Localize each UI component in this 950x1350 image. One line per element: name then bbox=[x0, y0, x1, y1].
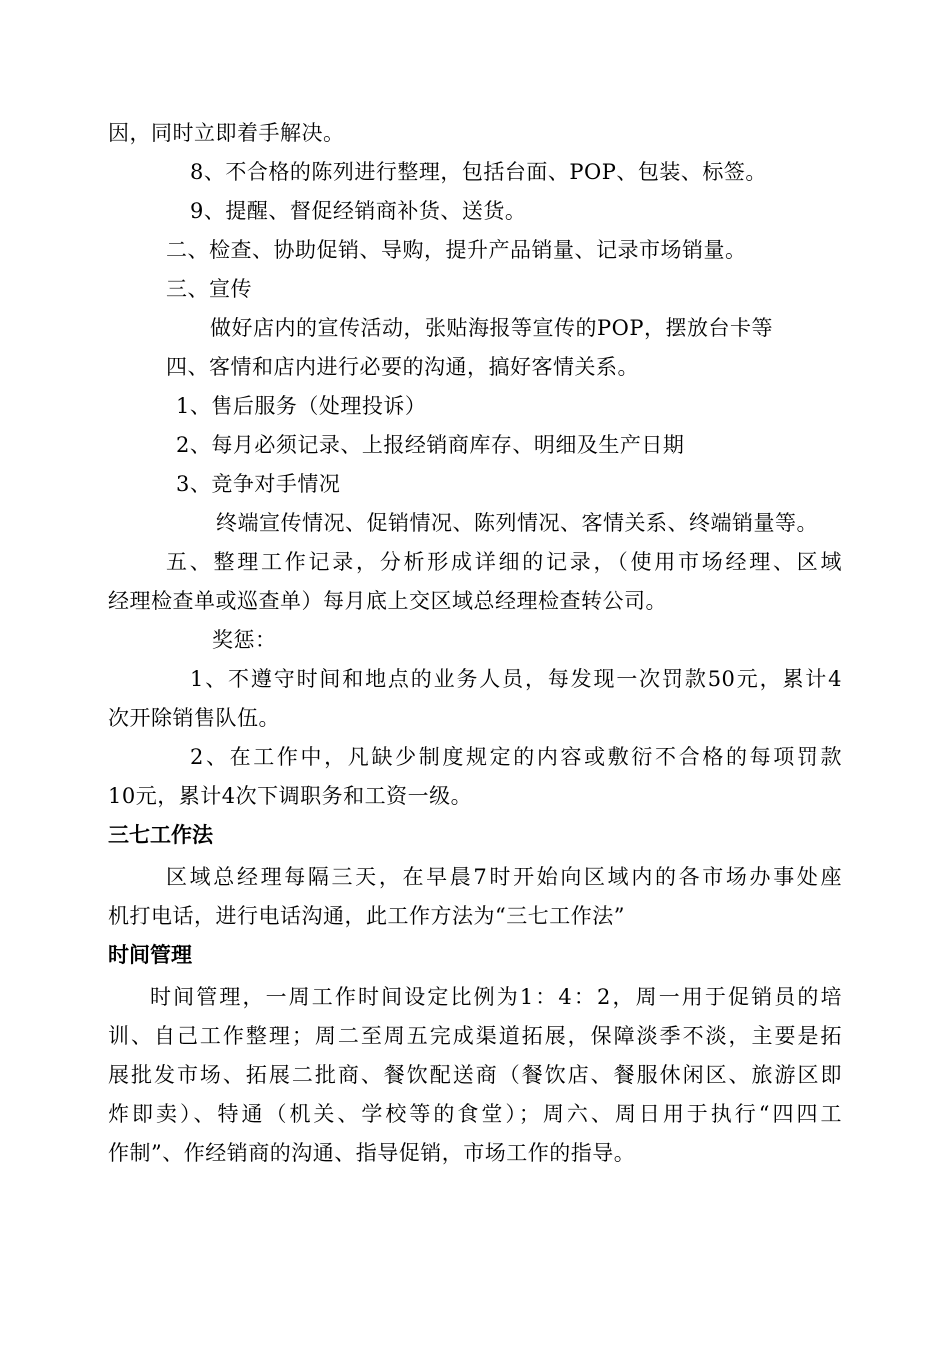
sub-item-3: 3、竞争对手情况 bbox=[176, 472, 341, 496]
sub-item-2: 2、每月必须记录、上报经销商库存、明细及生产日期 bbox=[176, 433, 685, 457]
section-item-3: 三、宣传 bbox=[166, 277, 252, 301]
paragraph-line: 区域总经理每隔三天，在早晨7时开始向区域内的各市场办事处座 bbox=[166, 865, 842, 889]
section-heading-37: 三七工作法 bbox=[108, 823, 213, 847]
paragraph-line: 训、自己工作整理；周二至周五完成渠道拓展，保障淡季不淡，主要是拓 bbox=[108, 1024, 842, 1048]
rewards-label: 奖惩： bbox=[212, 628, 277, 652]
section-item-5: 五、整理工作记录，分析形成详细的记录，（使用市场经理、区域 bbox=[166, 550, 842, 574]
list-item-9: 9、提醒、督促经销商补货、送货。 bbox=[190, 199, 527, 223]
penalty-item-2: 2、在工作中，凡缺少制度规定的内容或敷衍不合格的每项罚款 bbox=[190, 745, 842, 769]
section-item-2: 二、检查、协助促销、导购，提升产品销量、记录市场销量。 bbox=[166, 238, 747, 262]
paragraph-line: 展批发市场、拓展二批商、餐饮配送商（餐饮店、餐服休闲区、旅游区即 bbox=[108, 1063, 842, 1087]
paragraph-line: 次开除销售队伍。 bbox=[108, 706, 280, 730]
sub-item-1: 1、售后服务（处理投诉） bbox=[176, 394, 427, 418]
section-heading-time-management: 时间管理 bbox=[108, 943, 192, 967]
paragraph-line: 机打电话，进行电话沟通，此工作方法为“三七工作法” bbox=[108, 904, 625, 928]
paragraph-line: 终端宣传情况、促销情况、陈列情况、客情关系、终端销量等。 bbox=[216, 511, 818, 535]
paragraph-line: 作制”、作经销商的沟通、指导促销，市场工作的指导。 bbox=[108, 1141, 636, 1165]
list-item-8: 8、不合格的陈列进行整理，包括台面、POP、包装、标签。 bbox=[190, 160, 767, 184]
penalty-item-1: 1、不遵守时间和地点的业务人员，每发现一次罚款50元，累计4 bbox=[190, 667, 842, 691]
section-item-4: 四、客情和店内进行必要的沟通，搞好客情关系。 bbox=[166, 355, 639, 379]
paragraph-line: 时间管理，一周工作时间设定比例为1：4：2，周一用于促销员的培 bbox=[150, 985, 842, 1009]
paragraph-line: 炸即卖）、特通（机关、学校等的食堂）；周六、周日用于执行“四四工 bbox=[108, 1102, 842, 1126]
paragraph-line: 做好店内的宣传活动，张贴海报等宣传的POP，摆放台卡等 bbox=[210, 316, 773, 340]
paragraph-line: 10元，累计4次下调职务和工资一级。 bbox=[108, 784, 473, 808]
paragraph-line: 经理检查单或巡查单）每月底上交区域总经理检查转公司。 bbox=[108, 589, 667, 613]
paragraph-line: 因，同时立即着手解决。 bbox=[108, 121, 345, 145]
